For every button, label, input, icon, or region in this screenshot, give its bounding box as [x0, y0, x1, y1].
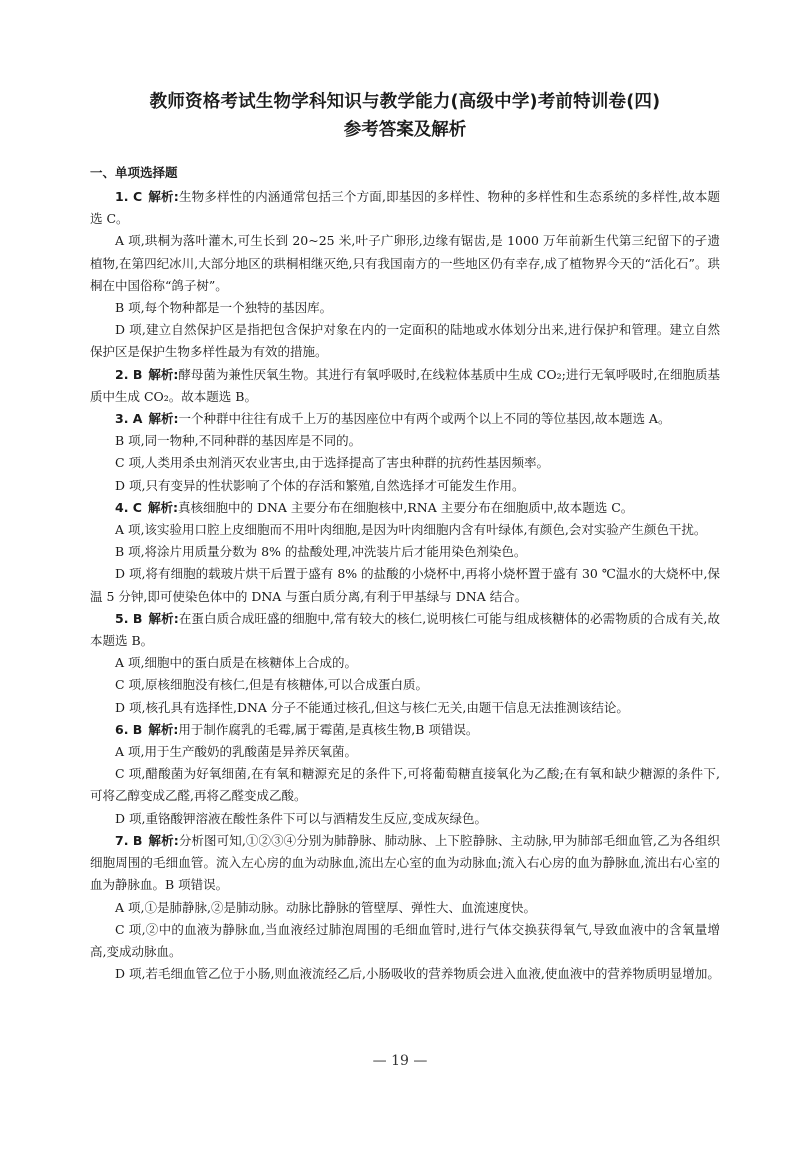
answer-number: 5. B	[115, 610, 143, 626]
answer-lead-paragraph	[90, 364, 720, 408]
option-explanation-paragraph: D 项,建立自然保护区是指把包含保护对象在内的一定面积的陆地或水体划分出来,进行保护和管理。建立自然保护区是保护生物多样性最为有效的措施。	[90, 322, 720, 360]
answer-lead-paragraph	[90, 830, 720, 897]
document-subtitle: 参考答案及解析	[343, 120, 467, 140]
page-number: — 19 —	[372, 1053, 428, 1069]
option-explanation-paragraph: B 项,将涂片用质量分数为 8% 的盐酸处理,冲洗装片后才能用染色剂染色。	[115, 544, 527, 560]
analysis-text: 分析图可知,①②③④分别为肺静脉、肺动脉、上下腔静脉、主动脉,甲为肺部毛细血管,乙为各组织细胞周围的毛细血管。流入左心房的血为动脉血,流出左心室的血为动脉血;流入右心房的血为静脉血,流出右心室的血为静脉血。B 项错误。	[90, 832, 721, 893]
option-explanation-paragraph: C 项,人类用杀虫剂消灭农业害虫,由于选择提高了害虫种群的抗药性基因频率。	[115, 455, 549, 471]
analysis-text: 酵母菌为兼性厌氧生物。其进行有氧呼吸时,在线粒体基质中生成 CO₂;进行无氧呼吸时,在细胞质基质中生成 CO₂。故本题选 B。	[90, 366, 720, 404]
answer-number: 1. C	[115, 189, 143, 204]
option-explanation-paragraph: C 项,②中的血液为静脉血,当血液经过肺泡周围的毛细血管时,进行气体交换获得氧气,导致血液中的含氧量增高,变成动脉血。	[90, 921, 720, 959]
option-explanation-paragraph: B 项,同一物种,不同种群的基因库是不同的。	[115, 433, 362, 449]
answer-lead-paragraph	[90, 608, 720, 652]
document-title: 教师资格考试生物学科知识与教学能力(高级中学)考前特训卷(四)	[149, 92, 661, 112]
option-explanation-paragraph: D 项,只有变异的性状影响了个体的存活和繁殖,自然选择才可能发生作用。	[115, 477, 525, 493]
answer-number: 2. B	[115, 366, 143, 382]
option-explanation-paragraph: D 项,将有细胞的载玻片烘干后置于盛有 8% 的盐酸的小烧杯中,再将小烧杯置于盛有 30 ℃温水的大烧杯中,保温 5 分钟,即可使染色体中的 DNA 与蛋白质分离,有利于甲基绿与 DNA 结合。	[90, 566, 720, 604]
analysis-text: 一个种群中往往有成千上万的基因座位中有两个或两个以上不同的等位基因,故本题选 A。	[178, 411, 671, 427]
analysis-text: 用于制作腐乳的毛霉,属于霉菌,是真核生物,B 项错误。	[178, 721, 479, 737]
option-explanation-paragraph: A 项,用于生产酸奶的乳酸菌是异养厌氧菌。	[115, 744, 357, 760]
answer-number: 7. B	[115, 832, 143, 848]
section-heading: 一、单项选择题	[90, 165, 178, 180]
option-explanation-paragraph: B 项,每个物种都是一个独特的基因库。	[115, 300, 333, 316]
answer-number: 4. C	[115, 499, 142, 515]
option-explanation-paragraph: A 项,珙桐为落叶灌木,可生长到 20~25 米,叶子广卵形,边缘有锯齿,是 1000 万年前新生代第三纪留下的孑遗植物,在第四纪冰川,大部分地区的珙桐相继灭绝,只有我国南方的一些地区仍有幸存,成了植物界今天的“活化石”。珙桐在中国俗称“鸽子树”。	[90, 233, 720, 293]
answer-lead-paragraph	[90, 186, 720, 230]
option-explanation-paragraph: C 项,醋酸菌为好氧细菌,在有氧和糖源充足的条件下,可将葡萄糖直接氧化为乙酸;在有氧和缺少糖源的条件下,可将乙醇变成乙醛,再将乙醛变成乙酸。	[90, 766, 720, 804]
option-explanation-paragraph: A 项,该实验用口腔上皮细胞而不用叶肉细胞,是因为叶肉细胞内含有叶绿体,有颜色,会对实验产生颜色干扰。	[115, 522, 707, 538]
answer-lead-paragraph	[90, 497, 720, 519]
option-explanation-paragraph: A 项,细胞中的蛋白质是在核糖体上合成的。	[115, 655, 357, 671]
analysis-label: 解析:	[148, 411, 179, 427]
option-explanation-paragraph: D 项,若毛细血管乙位于小肠,则血液流经乙后,小肠吸收的营养物质会进入血液,使血液中的营养物质明显增加。	[115, 966, 720, 982]
analysis-text: 在蛋白质合成旺盛的细胞中,常有较大的核仁,说明核仁可能与组成核糖体的必需物质的合成有关,故本题选 B。	[90, 610, 721, 649]
option-explanation-paragraph: D 项,重铬酸钾溶液在酸性条件下可以与酒精发生反应,变成灰绿色。	[115, 810, 487, 826]
answer-lead-paragraph	[90, 408, 720, 430]
option-explanation-paragraph: D 项,核孔具有选择性,DNA 分子不能通过核孔,但这与核仁无关,由题干信息无法推测该结论。	[115, 699, 629, 715]
option-explanation-paragraph: A 项,①是肺静脉,②是肺动脉。动脉比静脉的管壁厚、弹性大、血流速度快。	[115, 899, 536, 915]
analysis-text: 真核细胞中的 DNA 主要分布在细胞核中,RNA 主要分布在细胞质中,故本题选 C。	[177, 499, 634, 515]
analysis-label: 解析:	[147, 499, 178, 515]
analysis-label: 解析:	[148, 189, 179, 204]
option-explanation-paragraph: C 项,原核细胞没有核仁,但是有核糖体,可以合成蛋白质。	[115, 677, 428, 693]
analysis-label: 解析:	[148, 366, 179, 382]
analysis-label: 解析:	[148, 721, 179, 737]
analysis-text: 生物多样性的内涵通常包括三个方面,即基因的多样性、物种的多样性和生态系统的多样性,故本题选 C。	[90, 189, 721, 227]
analysis-label: 解析:	[148, 610, 179, 626]
document-page	[90, 88, 720, 985]
answer-lead-paragraph	[90, 719, 720, 741]
answer-list	[90, 186, 720, 985]
analysis-label: 解析:	[148, 832, 179, 848]
answer-number: 3. A	[115, 411, 143, 427]
answer-number: 6. B	[115, 721, 143, 737]
